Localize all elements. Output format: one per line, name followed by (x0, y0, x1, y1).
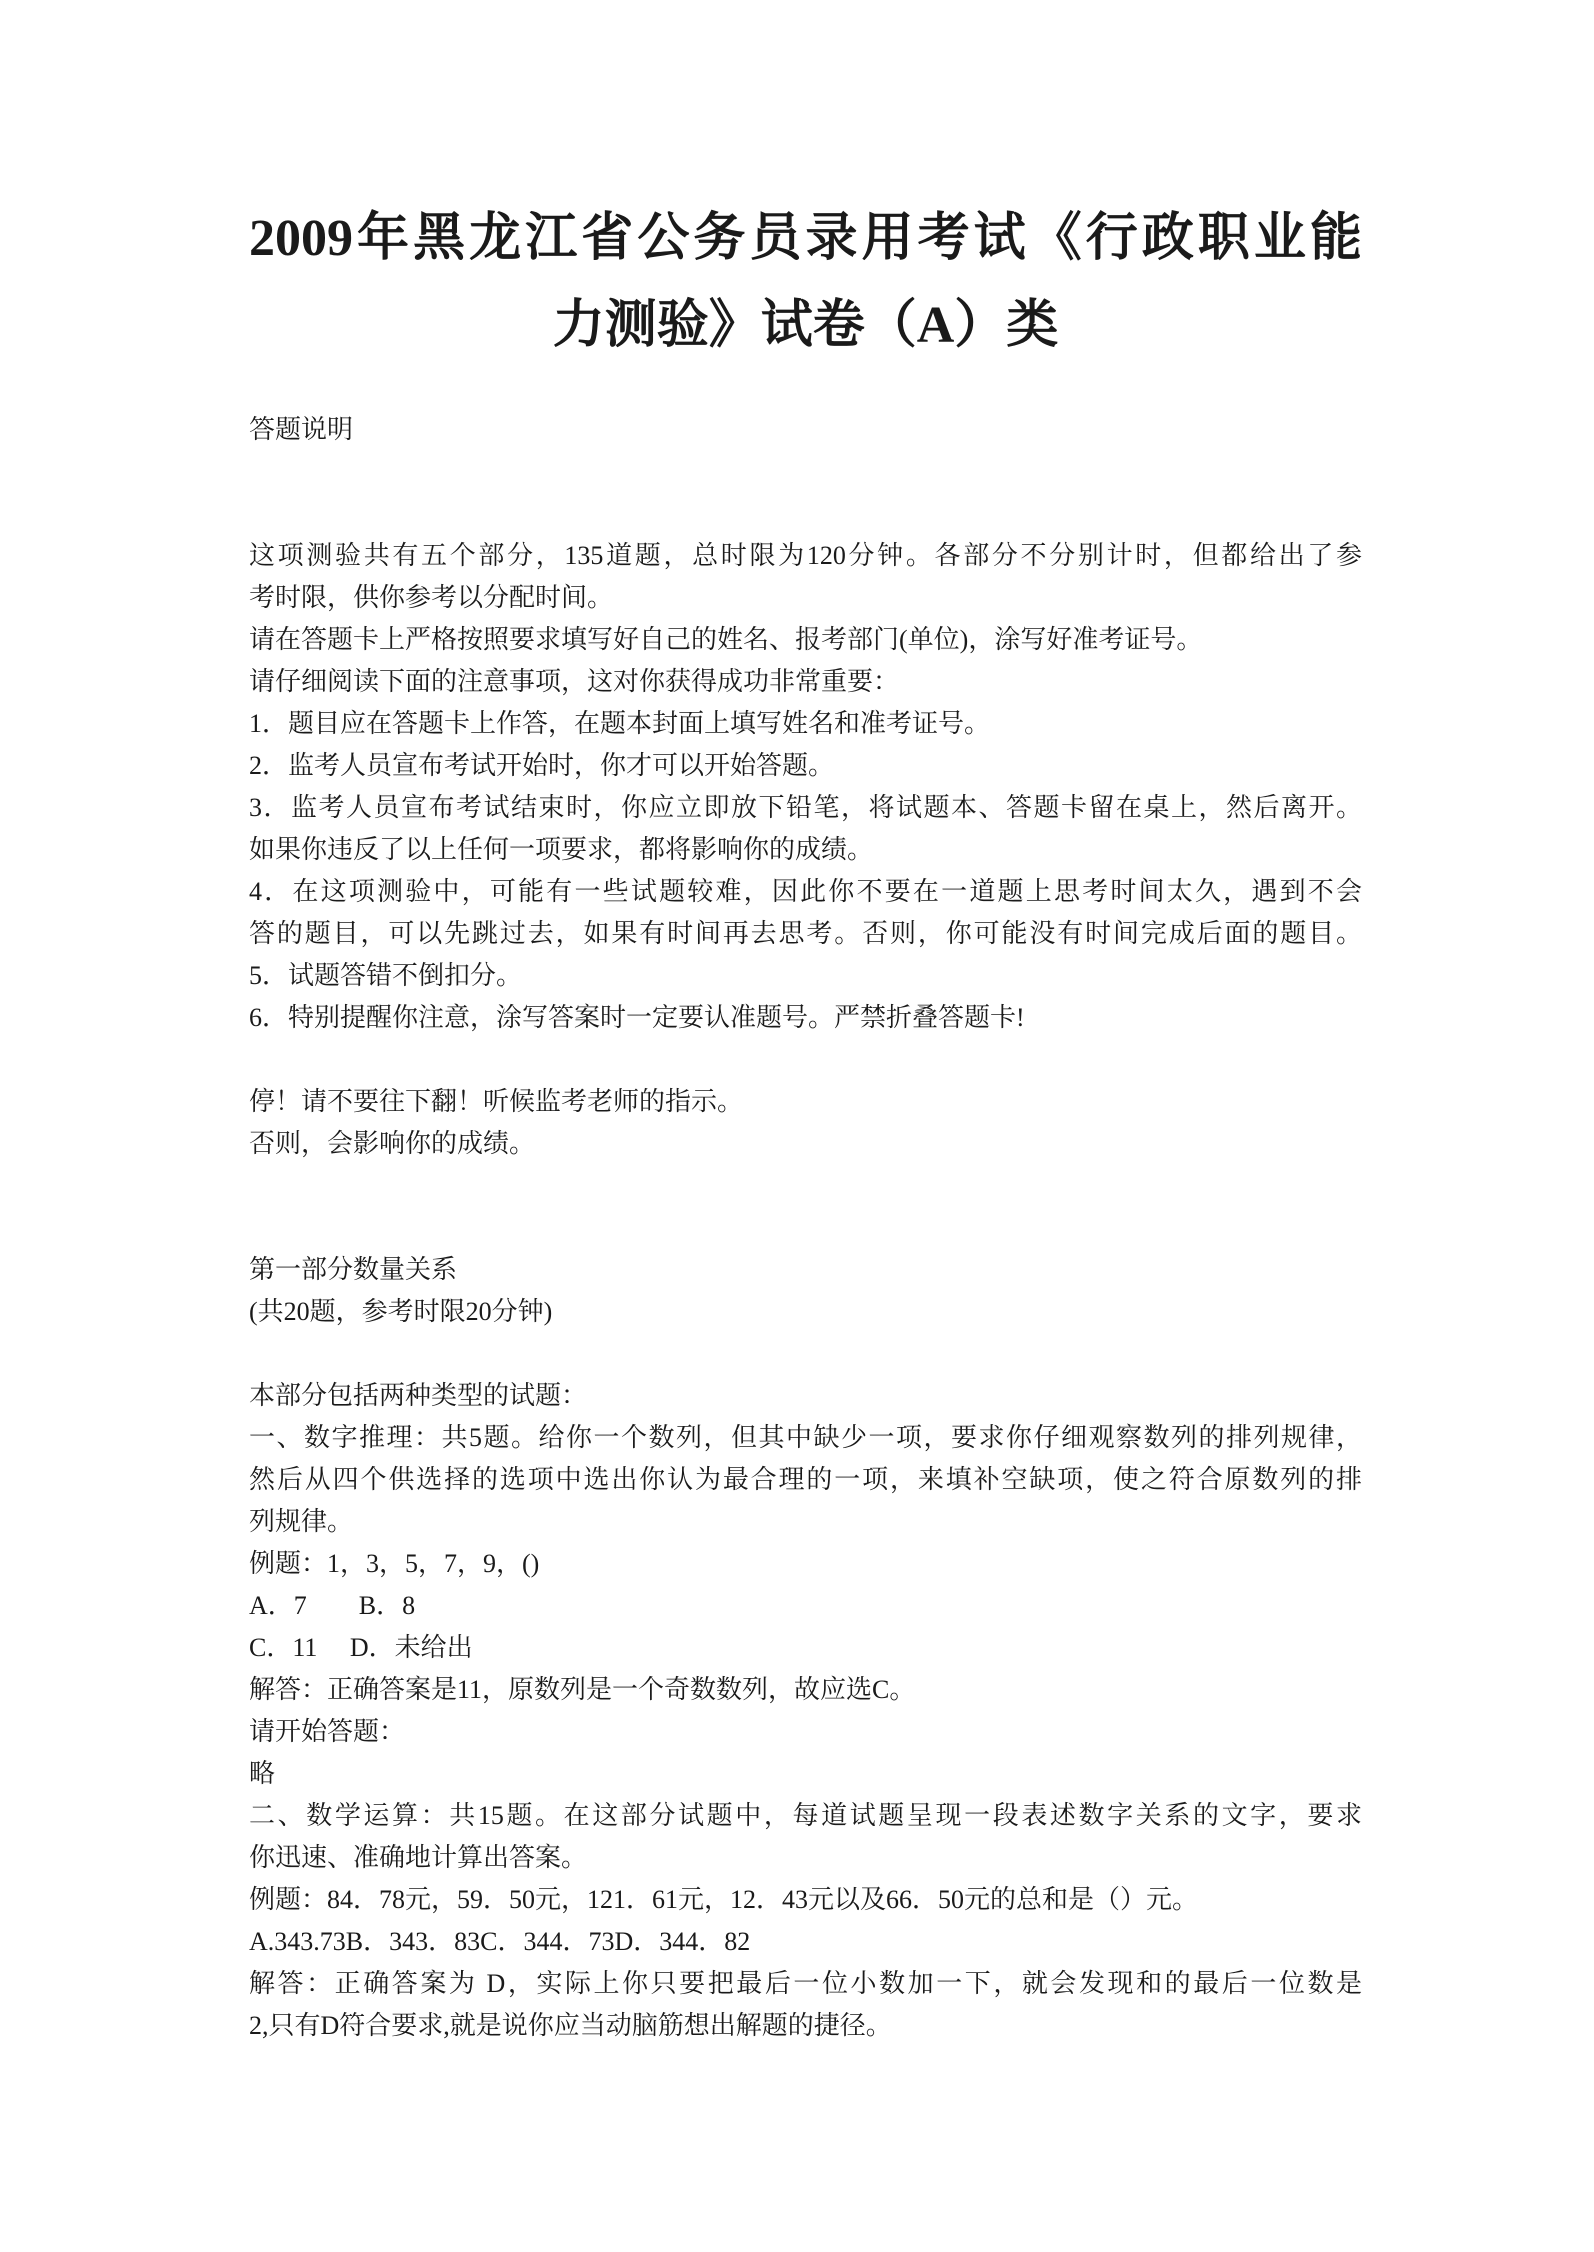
part1-line: 二、数学运算：共15题。在这部分试题中，每道试题呈现一段表述数字关系的文字，要求 (249, 1801, 1362, 1830)
example-answer: 解答：正确答案是11，原数列是一个奇数数列，故应选C。 (249, 1675, 916, 1704)
example-options: C．11 D．未给出 (249, 1633, 473, 1662)
rule-item: 1．题目应在答题卡上作答，在题本封面上填写姓名和准考证号。 (249, 709, 991, 738)
rule-item: 4．在这项测验中，可能有一些试题较难，因此你不要在一道题上思考时间太久，遇到不会 (249, 877, 1362, 906)
intro-line: 请在答题卡上严格按照要求填写好自己的姓名、报考部门(单位)，涂写好准考证号。 (249, 625, 1203, 654)
part1-line: 你迅速、准确地计算出答案。 (249, 1843, 588, 1872)
example-answer: 2,只有D符合要求,就是说你应当动脑筋想出解题的捷径。 (249, 2011, 892, 2040)
warning-line: 停！请不要往下翻！听候监考老师的指示。 (249, 1087, 744, 1116)
part1-subheading: (共20题，参考时限20分钟) (249, 1297, 553, 1326)
part1-line: 列规律。 (249, 1507, 354, 1536)
part1-line: 然后从四个供选择的选项中选出你认为最合理的一项，来填补空缺项，使之符合原数列的排 (249, 1465, 1362, 1494)
part1-line: 请开始答题： (249, 1717, 406, 1746)
part1-line: 本部分包括两种类型的试题： (249, 1381, 588, 1410)
part1-line: 略 (249, 1759, 276, 1788)
example-answer: 解答：正确答案为 D，实际上你只要把最后一位小数加一下，就会发现和的最后一位数是 (249, 1969, 1362, 1998)
intro-line: 请仔细阅读下面的注意事项，这对你获得成功非常重要： (249, 667, 900, 696)
rule-item: 6．特别提醒你注意，涂写答案时一定要认准题号。严禁折叠答题卡! (249, 1003, 1025, 1032)
document-title-line-2: 力测验》试卷（A）类 (552, 297, 1059, 354)
rule-item: 3．监考人员宣布考试结束时，你应立即放下铅笔，将试题本、答题卡留在桌上，然后离开。 (249, 793, 1362, 822)
example-options: A.343.73B．343．83C．344．73D．344．82 (249, 1927, 751, 1956)
document-title-line-1: 2009年黑龙江省公务员录用考试《行政职业能 (249, 210, 1362, 267)
example-question: 例题：1，3，5，7，9，() (249, 1549, 540, 1578)
instructions-heading: 答题说明 (249, 415, 354, 444)
example-question: 例题：84．78元，59．50元，121．61元，12．43元以及66．50元的总和是（）元。 (249, 1885, 1199, 1914)
warning-line: 否则，会影响你的成绩。 (249, 1129, 536, 1158)
intro-line: 考时限，供你参考以分配时间。 (249, 583, 614, 612)
rule-item: 答的题目，可以先跳过去，如果有时间再去思考。否则，你可能没有时间完成后面的题目。 (249, 919, 1362, 948)
part1-heading: 第一部分数量关系 (249, 1255, 458, 1284)
part1-line: 一、数字推理：共5题。给你一个数列，但其中缺少一项，要求你仔细观察数列的排列规律， (249, 1423, 1362, 1452)
rule-item: 如果你违反了以上任何一项要求，都将影响你的成绩。 (249, 835, 874, 864)
document-body (249, 409, 1362, 2047)
rule-item: 5．试题答错不倒扣分。 (249, 961, 523, 990)
example-options: A．7 B．8 (249, 1591, 416, 1620)
rule-item: 2．监考人员宣布考试开始时，你才可以开始答题。 (249, 751, 835, 780)
intro-line: 这项测验共有五个部分，135道题，总时限为120分钟。各部分不分别计时，但都给出了参 (249, 541, 1362, 570)
